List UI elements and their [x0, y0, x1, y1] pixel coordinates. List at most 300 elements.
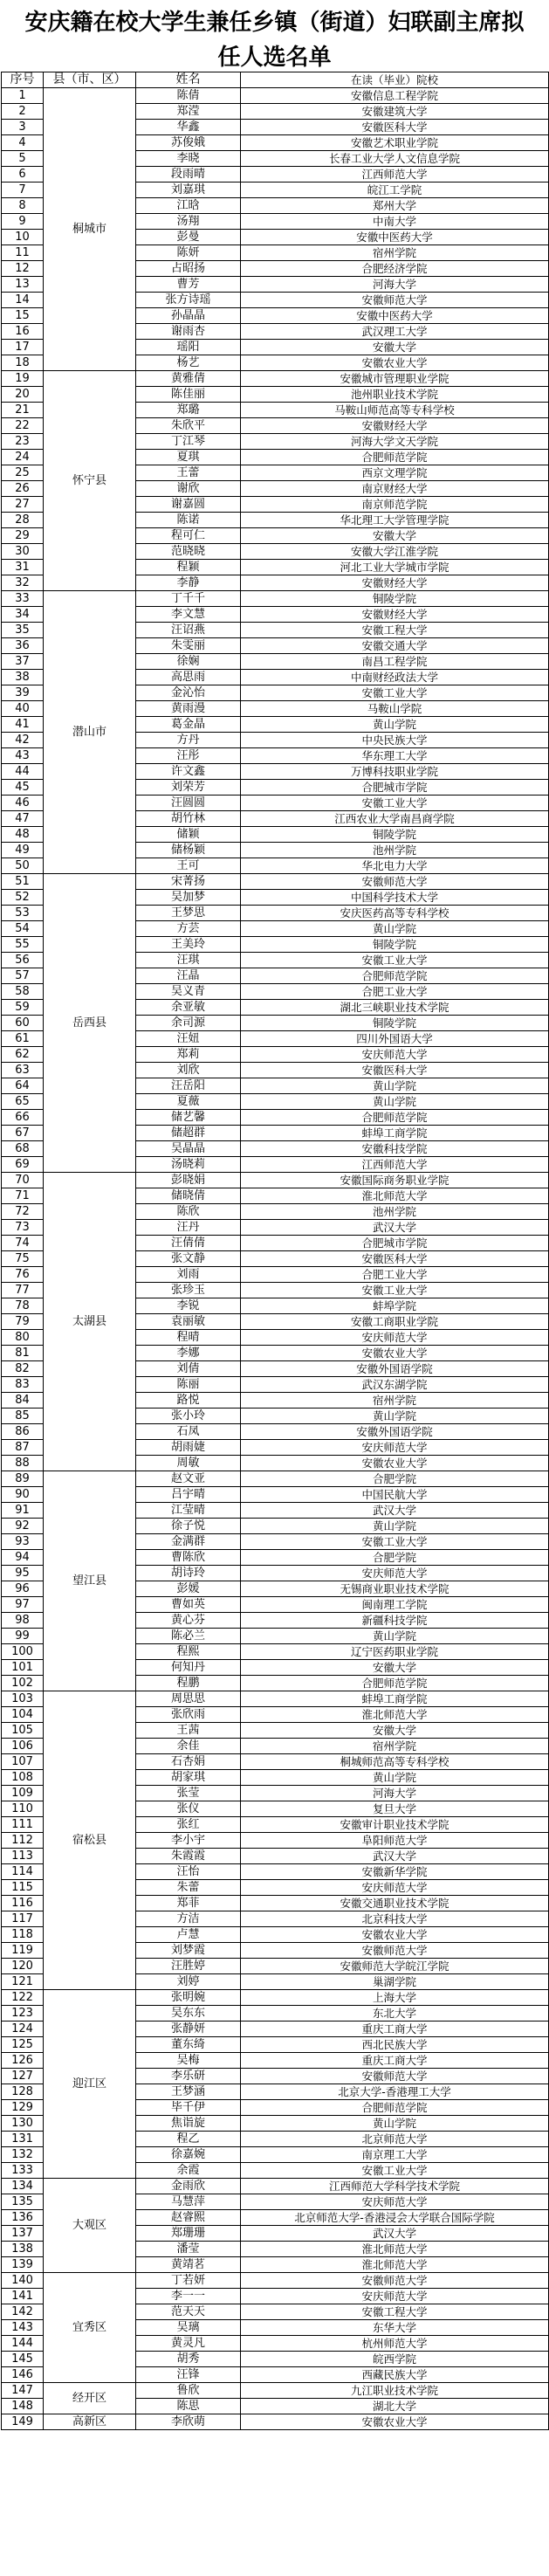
cell-serial: 132 [2, 2147, 44, 2163]
cell-school: 武汉理工大学 [241, 324, 549, 340]
cell-name: 曹陈欣 [136, 1550, 241, 1566]
cell-name: 程熙 [136, 1644, 241, 1660]
cell-serial: 125 [2, 2037, 44, 2053]
cell-serial: 37 [2, 654, 44, 670]
cell-name: 江晗 [136, 198, 241, 214]
cell-school: 铜陵学院 [241, 827, 549, 843]
cell-school: 四川外国语大学 [241, 1031, 549, 1047]
cell-name: 胡诗玲 [136, 1566, 241, 1581]
cell-school: 淮北师范大学 [241, 1188, 549, 1204]
cell-school: 杭州师范大学 [241, 2336, 549, 2352]
cell-name: 张欣雨 [136, 1707, 241, 1723]
cell-name: 朱欣平 [136, 418, 241, 434]
cell-school: 安徽中医药大学 [241, 230, 549, 245]
cell-name: 江莹晴 [136, 1503, 241, 1519]
cell-name: 刘雨 [136, 1267, 241, 1283]
cell-serial: 43 [2, 748, 44, 764]
cell-name: 郑莉 [136, 1047, 241, 1063]
cell-school: 中国科学技术大学 [241, 890, 549, 906]
cell-school: 东北大学 [241, 2006, 549, 2022]
cell-serial: 61 [2, 1031, 44, 1047]
cell-name: 朱雯丽 [136, 638, 241, 654]
cell-school: 黄山学院 [241, 717, 549, 733]
cell-serial: 24 [2, 450, 44, 465]
cell-school: 黄山学院 [241, 2116, 549, 2132]
cell-name: 方芸 [136, 921, 241, 937]
cell-school: 安徽城市管理职业学院 [241, 371, 549, 387]
cell-serial: 32 [2, 575, 44, 591]
cell-name: 谢雨杏 [136, 324, 241, 340]
cell-name: 程鹏 [136, 1676, 241, 1691]
cell-name: 黄心芬 [136, 1613, 241, 1629]
cell-name: 汪晶 [136, 968, 241, 984]
cell-serial: 25 [2, 465, 44, 481]
cell-serial: 2 [2, 104, 44, 120]
cell-serial: 130 [2, 2116, 44, 2132]
cell-name: 储杨颖 [136, 843, 241, 858]
cell-serial: 147 [2, 2383, 44, 2399]
cell-name: 刘荣芳 [136, 780, 241, 796]
cell-serial: 101 [2, 1660, 44, 1676]
cell-name: 路悦 [136, 1393, 241, 1409]
cell-serial: 28 [2, 513, 44, 528]
cell-school: 南京师范学院 [241, 497, 549, 513]
cell-serial: 65 [2, 1094, 44, 1110]
cell-school: 宿州学院 [241, 245, 549, 261]
cell-school: 安徽师范大学 [241, 2273, 549, 2289]
cell-name: 吴义青 [136, 984, 241, 1000]
cell-school: 合肥经济学院 [241, 261, 549, 277]
cell-serial: 131 [2, 2132, 44, 2147]
cell-name: 储艺馨 [136, 1110, 241, 1126]
cell-serial: 69 [2, 1157, 44, 1173]
cell-serial: 1 [2, 88, 44, 104]
cell-name: 程可仁 [136, 528, 241, 544]
cell-county: 望江县 [44, 1471, 136, 1691]
cell-serial: 53 [2, 906, 44, 921]
cell-serial: 80 [2, 1330, 44, 1346]
cell-name: 陈诺 [136, 513, 241, 528]
cell-name: 张明婉 [136, 1990, 241, 2006]
cell-school: 安徽医科大学 [241, 120, 549, 135]
cell-name: 李小宇 [136, 1833, 241, 1849]
cell-serial: 50 [2, 858, 44, 874]
cell-school: 安庆师范大学 [241, 1566, 549, 1581]
cell-serial: 144 [2, 2336, 44, 2352]
cell-school: 武汉大学 [241, 1503, 549, 1519]
cell-school: 安徽信息工程学院 [241, 88, 549, 104]
cell-school: 皖江工学院 [241, 183, 549, 198]
cell-name: 李文慧 [136, 607, 241, 623]
cell-school: 皖西学院 [241, 2352, 549, 2367]
cell-serial: 55 [2, 937, 44, 953]
cell-school: 安庆师范大学 [241, 2194, 549, 2210]
cell-name: 王美玲 [136, 937, 241, 953]
cell-school: 巢湖学院 [241, 1974, 549, 1990]
cell-school: 安徽农业大学 [241, 1456, 549, 1471]
cell-school: 安徽审计职业技术学院 [241, 1817, 549, 1833]
cell-name: 夏薇 [136, 1094, 241, 1110]
cell-school: 铜陵学院 [241, 1016, 549, 1031]
cell-name: 吕宇晴 [136, 1487, 241, 1503]
cell-name: 彭曼 [136, 230, 241, 245]
cell-name: 汪丹 [136, 1220, 241, 1236]
cell-school: 江西师范大学 [241, 1157, 549, 1173]
cell-name: 汤晓莉 [136, 1157, 241, 1173]
cell-serial: 122 [2, 1990, 44, 2006]
cell-serial: 36 [2, 638, 44, 654]
cell-serial: 93 [2, 1534, 44, 1550]
cell-school: 池州学院 [241, 843, 549, 858]
cell-school: 河北工业大学城市学院 [241, 560, 549, 575]
cell-name: 张小玲 [136, 1409, 241, 1424]
table-row [2, 1173, 549, 1188]
cell-school: 黄山学院 [241, 1078, 549, 1094]
cell-school: 宿州学院 [241, 1739, 549, 1754]
cell-name: 汪岳阳 [136, 1078, 241, 1094]
cell-serial: 73 [2, 1220, 44, 1236]
cell-school: 重庆工商大学 [241, 2022, 549, 2037]
table-row [2, 2273, 549, 2289]
cell-serial: 41 [2, 717, 44, 733]
table-row [2, 591, 549, 607]
cell-school: 安徽工程大学 [241, 2304, 549, 2320]
cell-name: 胡秀 [136, 2352, 241, 2367]
cell-serial: 113 [2, 1849, 44, 1864]
cell-name: 彭晓娟 [136, 1173, 241, 1188]
cell-name: 金满群 [136, 1534, 241, 1550]
cell-serial: 148 [2, 2399, 44, 2414]
cell-name: 李欣萌 [136, 2414, 241, 2430]
cell-school: 中南大学 [241, 214, 549, 230]
cell-name: 黄靖茗 [136, 2257, 241, 2273]
cell-school: 合肥师范学院 [241, 450, 549, 465]
cell-name: 李乐研 [136, 2069, 241, 2084]
cell-serial: 16 [2, 324, 44, 340]
cell-school: 合肥师范学院 [241, 1676, 549, 1691]
cell-serial: 76 [2, 1267, 44, 1283]
cell-name: 丁千千 [136, 591, 241, 607]
cell-serial: 86 [2, 1424, 44, 1440]
cell-serial: 146 [2, 2367, 44, 2383]
cell-name: 程晴 [136, 1330, 241, 1346]
cell-school: 安徽农业大学 [241, 1927, 549, 1943]
table-row [2, 1691, 549, 1707]
cell-name: 陈丽 [136, 1377, 241, 1393]
cell-serial: 96 [2, 1581, 44, 1597]
cell-school: 安庆师范大学 [241, 1047, 549, 1063]
cell-serial: 63 [2, 1063, 44, 1078]
cell-school: 合肥城市学院 [241, 1236, 549, 1251]
cell-serial: 6 [2, 167, 44, 183]
cell-serial: 18 [2, 355, 44, 371]
cell-name: 占昭扬 [136, 261, 241, 277]
cell-school: 安徽工业大学 [241, 953, 549, 968]
cell-serial: 39 [2, 685, 44, 701]
cell-serial: 124 [2, 2022, 44, 2037]
cell-school: 黄山学院 [241, 921, 549, 937]
cell-serial: 140 [2, 2273, 44, 2289]
cell-name: 汪琪 [136, 953, 241, 968]
cell-serial: 42 [2, 733, 44, 748]
cell-name: 丁江琴 [136, 434, 241, 450]
cell-name: 曹如英 [136, 1597, 241, 1613]
table-row [2, 371, 549, 387]
cell-serial: 119 [2, 1943, 44, 1959]
cell-serial: 129 [2, 2100, 44, 2116]
cell-serial: 117 [2, 1911, 44, 1927]
cell-school: 重庆工商大学 [241, 2053, 549, 2069]
cell-name: 余佳 [136, 1739, 241, 1754]
cell-name: 吴东东 [136, 2006, 241, 2022]
cell-school: 安徽科技学院 [241, 1141, 549, 1157]
cell-school: 合肥师范学院 [241, 1110, 549, 1126]
cell-serial: 30 [2, 544, 44, 560]
cell-school: 马鞍山师范高等专科学校 [241, 403, 549, 418]
cell-name: 陈欣 [136, 1204, 241, 1220]
cell-county: 潜山市 [44, 591, 136, 874]
cell-serial: 100 [2, 1644, 44, 1660]
cell-serial: 87 [2, 1440, 44, 1456]
cell-county: 宿松县 [44, 1691, 136, 1990]
cell-school: 安徽大学 [241, 1723, 549, 1739]
header-serial: 序号 [2, 72, 44, 88]
cell-serial: 13 [2, 277, 44, 293]
cell-school: 安徽大学 [241, 1660, 549, 1676]
cell-name: 鲁欣 [136, 2383, 241, 2399]
cell-school: 河海大学文天学院 [241, 434, 549, 450]
cell-serial: 115 [2, 1880, 44, 1896]
cell-name: 杨艺 [136, 355, 241, 371]
cell-serial: 92 [2, 1519, 44, 1534]
cell-serial: 121 [2, 1974, 44, 1990]
cell-school: 安徽财经大学 [241, 575, 549, 591]
cell-school: 北京大学-香港理工大学 [241, 2084, 549, 2100]
cell-school: 安徽农业大学 [241, 2414, 549, 2430]
cell-name: 王蕾 [136, 465, 241, 481]
cell-name: 何知丹 [136, 1660, 241, 1676]
cell-serial: 5 [2, 151, 44, 167]
cell-serial: 62 [2, 1047, 44, 1063]
cell-school: 安徽国际商务职业学院 [241, 1173, 549, 1188]
cell-serial: 54 [2, 921, 44, 937]
table-body [2, 88, 549, 2430]
table-row [2, 1471, 549, 1487]
cell-name: 郑珊珊 [136, 2226, 241, 2242]
cell-name: 黄雅倩 [136, 371, 241, 387]
cell-name: 范天天 [136, 2304, 241, 2320]
cell-school: 黄山学院 [241, 1519, 549, 1534]
cell-county: 高新区 [44, 2414, 136, 2430]
cell-name: 卢慧 [136, 1927, 241, 1943]
cell-name: 张珍玉 [136, 1283, 241, 1298]
cell-serial: 145 [2, 2352, 44, 2367]
cell-serial: 21 [2, 403, 44, 418]
cell-school: 黄山学院 [241, 1409, 549, 1424]
cell-serial: 72 [2, 1204, 44, 1220]
cell-serial: 48 [2, 827, 44, 843]
cell-name: 华鑫 [136, 120, 241, 135]
cell-serial: 138 [2, 2242, 44, 2257]
cell-serial: 10 [2, 230, 44, 245]
cell-serial: 59 [2, 1000, 44, 1016]
cell-county: 怀宁县 [44, 371, 136, 591]
cell-serial: 79 [2, 1314, 44, 1330]
cell-serial: 91 [2, 1503, 44, 1519]
cell-serial: 26 [2, 481, 44, 497]
cell-serial: 94 [2, 1550, 44, 1566]
cell-school: 北京师范大学 [241, 2132, 549, 2147]
cell-serial: 112 [2, 1833, 44, 1849]
cell-school: 黄山学院 [241, 1094, 549, 1110]
cell-name: 汪妞 [136, 1031, 241, 1047]
cell-school: 江西师范大学科学技术学院 [241, 2179, 549, 2194]
cell-name: 周思思 [136, 1691, 241, 1707]
cell-school: 北京科技大学 [241, 1911, 549, 1927]
cell-serial: 33 [2, 591, 44, 607]
cell-name: 张方诗瑶 [136, 293, 241, 308]
cell-name: 潘莹 [136, 2242, 241, 2257]
cell-name: 胡竹林 [136, 811, 241, 827]
header-school: 在读（毕业）院校 [241, 72, 549, 88]
cell-name: 汪彤 [136, 748, 241, 764]
cell-name: 郑菲 [136, 1896, 241, 1911]
cell-serial: 136 [2, 2210, 44, 2226]
cell-serial: 4 [2, 135, 44, 151]
cell-school: 东华大学 [241, 2320, 549, 2336]
cell-serial: 31 [2, 560, 44, 575]
cell-serial: 71 [2, 1188, 44, 1204]
cell-name: 刘婷 [136, 1974, 241, 1990]
cell-school: 南京财经大学 [241, 481, 549, 497]
cell-name: 陈佳丽 [136, 387, 241, 403]
cell-school: 中国民航大学 [241, 1487, 549, 1503]
cell-name: 段雨晴 [136, 167, 241, 183]
cell-serial: 123 [2, 2006, 44, 2022]
cell-name: 储晓倩 [136, 1188, 241, 1204]
cell-name: 石凤 [136, 1424, 241, 1440]
cell-name: 金沁怡 [136, 685, 241, 701]
cell-name: 谢嘉圆 [136, 497, 241, 513]
cell-school: 黄山学院 [241, 1629, 549, 1644]
cell-school: 宿州学院 [241, 1393, 549, 1409]
cell-school: 河海大学 [241, 277, 549, 293]
cell-serial: 67 [2, 1126, 44, 1141]
cell-name: 吴晶晶 [136, 1141, 241, 1157]
cell-name: 马慧萍 [136, 2194, 241, 2210]
cell-school: 淮北师范大学 [241, 2242, 549, 2257]
cell-county: 大观区 [44, 2179, 136, 2273]
cell-serial: 89 [2, 1471, 44, 1487]
cell-name: 张文静 [136, 1251, 241, 1267]
cell-serial: 52 [2, 890, 44, 906]
cell-serial: 114 [2, 1864, 44, 1880]
cell-county: 岳西县 [44, 874, 136, 1173]
cell-school: 安徽交通职业技术学院 [241, 1896, 549, 1911]
cell-school: 湖北三峡职业技术学院 [241, 1000, 549, 1016]
cell-school: 安庆师范大学 [241, 1880, 549, 1896]
cell-name: 黄灵凡 [136, 2336, 241, 2352]
cell-county: 桐城市 [44, 88, 136, 371]
cell-serial: 99 [2, 1629, 44, 1644]
cell-name: 张莹 [136, 1786, 241, 1801]
cell-serial: 127 [2, 2069, 44, 2084]
table-row [2, 88, 549, 104]
cell-serial: 51 [2, 874, 44, 890]
cell-school: 池州职业技术学院 [241, 387, 549, 403]
table-row [2, 2179, 549, 2194]
cell-name: 董东绮 [136, 2037, 241, 2053]
cell-serial: 56 [2, 953, 44, 968]
cell-serial: 81 [2, 1346, 44, 1361]
cell-name: 王可 [136, 858, 241, 874]
cell-serial: 149 [2, 2414, 44, 2430]
cell-county: 迎江区 [44, 1990, 136, 2179]
cell-serial: 85 [2, 1409, 44, 1424]
cell-serial: 126 [2, 2053, 44, 2069]
cell-school: 江西农业大学南昌商学院 [241, 811, 549, 827]
cell-serial: 58 [2, 984, 44, 1000]
table-row [2, 2383, 549, 2399]
cell-school: 九江职业技术学院 [241, 2383, 549, 2399]
cell-school: 黄山学院 [241, 1770, 549, 1786]
cell-name: 张红 [136, 1817, 241, 1833]
cell-school: 北京师范大学-香港浸会大学联合国际学院 [241, 2210, 549, 2226]
cell-name: 张仪 [136, 1801, 241, 1817]
cell-school: 安徽师范大学 [241, 1943, 549, 1959]
cell-serial: 40 [2, 701, 44, 717]
cell-serial: 109 [2, 1786, 44, 1801]
cell-serial: 12 [2, 261, 44, 277]
cell-school: 中南财经政法大学 [241, 670, 549, 685]
cell-name: 李静 [136, 575, 241, 591]
cell-school: 合肥学院 [241, 1471, 549, 1487]
cell-name: 方洁 [136, 1911, 241, 1927]
cell-name: 曹芳 [136, 277, 241, 293]
cell-serial: 141 [2, 2289, 44, 2304]
cell-school: 安徽建筑大学 [241, 104, 549, 120]
cell-serial: 49 [2, 843, 44, 858]
cell-county: 宜秀区 [44, 2273, 136, 2383]
cell-serial: 134 [2, 2179, 44, 2194]
cell-school: 复旦大学 [241, 1801, 549, 1817]
cell-school: 南昌工程学院 [241, 654, 549, 670]
cell-name: 谢欣 [136, 481, 241, 497]
cell-serial: 45 [2, 780, 44, 796]
cell-serial: 97 [2, 1597, 44, 1613]
cell-name: 刘梦霞 [136, 1943, 241, 1959]
cell-name: 徐嘉婉 [136, 2147, 241, 2163]
cell-name: 王梦涵 [136, 2084, 241, 2100]
cell-name: 王茜 [136, 1723, 241, 1739]
cell-serial: 105 [2, 1723, 44, 1739]
cell-county: 经开区 [44, 2383, 136, 2414]
cell-school: 安庆师范大学 [241, 1330, 549, 1346]
cell-serial: 38 [2, 670, 44, 685]
cell-school: 新疆科技学院 [241, 1613, 549, 1629]
cell-serial: 95 [2, 1566, 44, 1581]
cell-name: 金雨欣 [136, 2179, 241, 2194]
cell-school: 安徽新华学院 [241, 1864, 549, 1880]
cell-school: 华北理工大学管理学院 [241, 513, 549, 528]
cell-school: 河海大学 [241, 1786, 549, 1801]
cell-school: 万博科技职业学院 [241, 764, 549, 780]
cell-name: 赵文亚 [136, 1471, 241, 1487]
cell-name: 高思雨 [136, 670, 241, 685]
cell-school: 蚌埠学院 [241, 1298, 549, 1314]
cell-serial: 44 [2, 764, 44, 780]
cell-serial: 78 [2, 1298, 44, 1314]
